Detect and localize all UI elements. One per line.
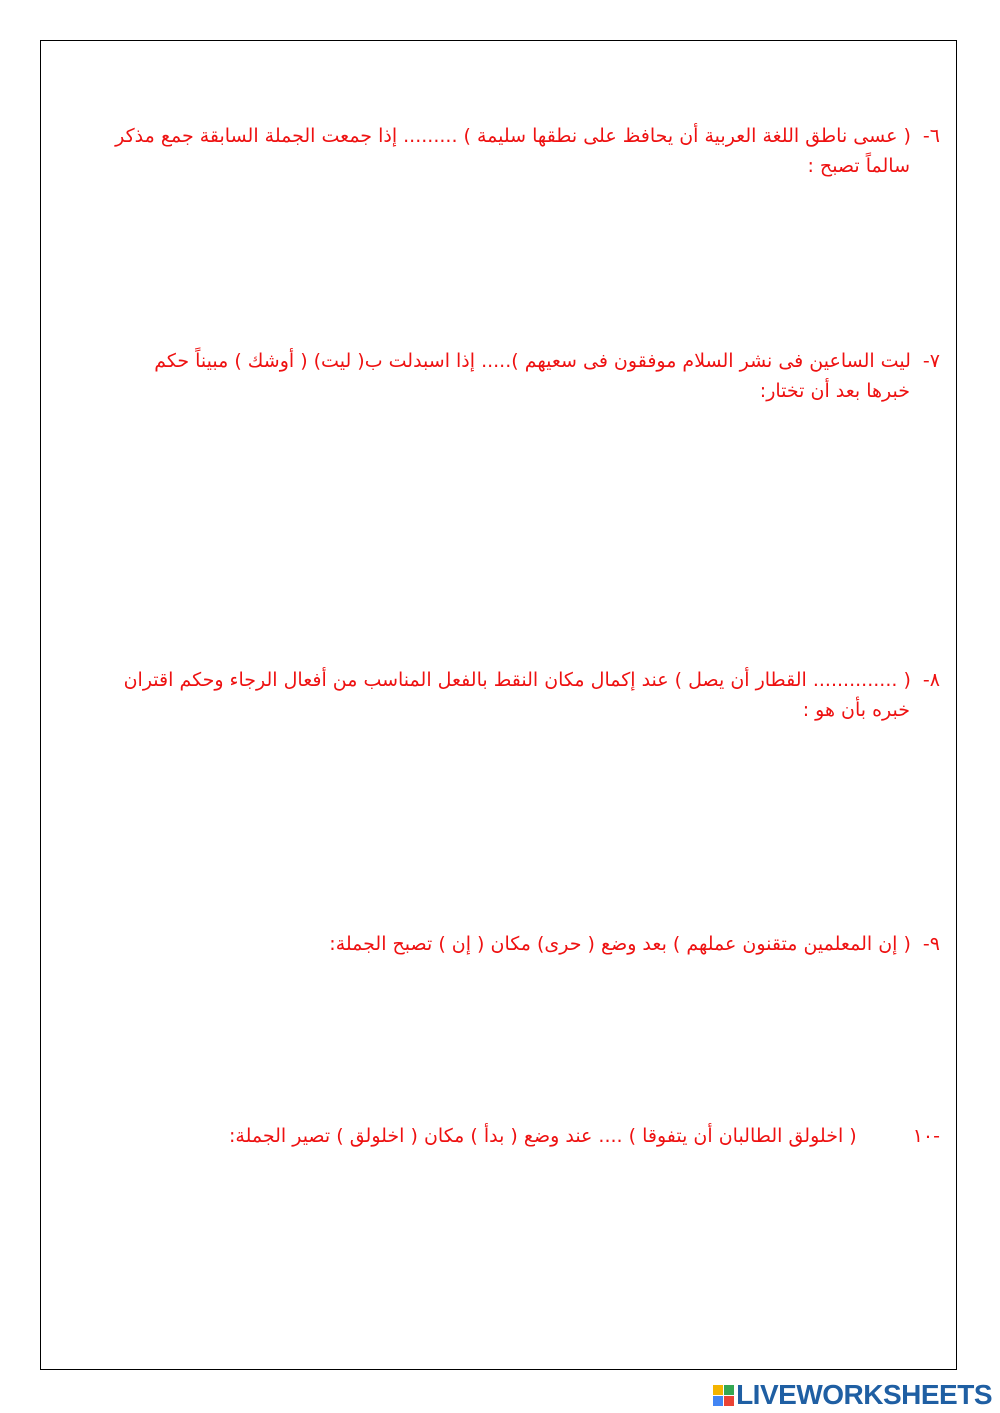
question-6: [40, 121, 940, 181]
question-9: [80, 929, 940, 959]
question-7-number: ٧-: [922, 350, 940, 372]
question-8-line1: ( .............. القطار أن يصل ) عند إكمال مكان النقط بالفعل المناسب من أفعال الرجاء وحكم اقتران: [123, 669, 911, 691]
question-7-line2: خبرها بعد أن تختار:: [759, 380, 910, 402]
question-10-number: -١٠: [912, 1125, 940, 1147]
liveworksheets-footer: [713, 1379, 992, 1411]
question-7-line1: ليت الساعين فى نشر السلام موفقون فى سعيهم )..... إذا اسبدلت ب( ليت) ( أوشك ) مبيناً حكم: [154, 350, 911, 372]
question-10: [80, 1121, 940, 1151]
question-10-line1: ( اخلولق الطالبان أن يتفوقا ) .... عند وضع ( بدأ ) مكان ( اخلولق ) تصير الجملة:: [228, 1125, 857, 1147]
question-8-line2: خبره بأن هو :: [802, 699, 910, 721]
worksheet-frame: [40, 40, 957, 1370]
question-6-number: ٦-: [922, 125, 940, 147]
liveworksheets-logo-icon: [713, 1385, 734, 1406]
question-6-line1: ( عسى ناطق اللغة العربية أن يحافظ على نطقها سليمة ) ......... إذا جمعت الجملة السابقة جمع مذكر: [115, 125, 911, 147]
question-6-line2: سالماً تصبح :: [807, 155, 910, 177]
question-9-line1: ( إن المعلمين متقنون عملهم ) بعد وضع ( حرى) مكان ( إن ) تصبح الجملة:: [329, 933, 911, 955]
liveworksheets-brand: LIVEWORKSHEETS: [736, 1379, 992, 1410]
question-9-number: ٩-: [922, 933, 940, 955]
question-8: [40, 665, 940, 725]
question-8-number: ٨-: [922, 669, 940, 691]
question-7: [80, 346, 940, 406]
